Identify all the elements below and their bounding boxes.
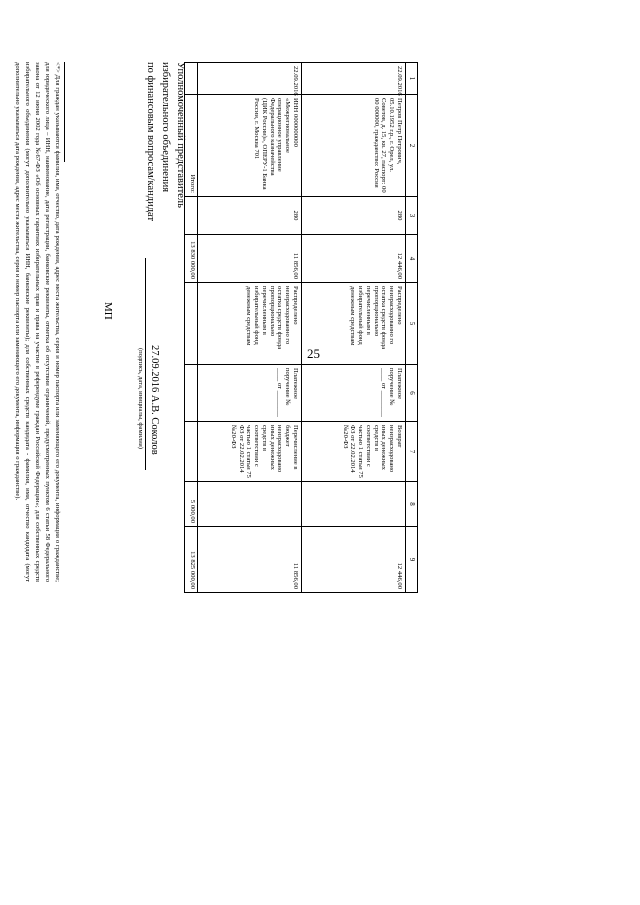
cell-reason: Распределено неизрасходованно го остатка средств фонда пропорционально перечисленным в избирательный фонд денежным средствам (302, 283, 406, 365)
total-col8: 5 000,00 (185, 482, 198, 527)
cell-amount: 11 856,00 (198, 235, 302, 283)
total-label: Итого: (185, 95, 198, 197)
cell-date: 22.09.2016 (302, 63, 406, 95)
stamp-placeholder: МП (102, 302, 114, 320)
table-row (302, 63, 406, 593)
signature-title (143, 62, 188, 221)
page-number: 25 (307, 346, 320, 361)
signature-title-line2: избирательного объединения (160, 62, 171, 193)
cell-empty (185, 422, 198, 482)
column-number: 5 (406, 283, 418, 365)
cell-empty (185, 283, 198, 365)
cell-document: Платежное поручение № ____ от ________ (302, 365, 406, 422)
column-number: 6 (406, 365, 418, 422)
table-row (198, 63, 302, 593)
cell-col8 (302, 482, 406, 527)
cell-basis: Перечисление в бюджет неизрасходовано иных денежных средств в соответствии с частью 1 статьи 75 ФЗ от 22.02.2014 №20-ФЗ (198, 422, 302, 482)
cell-col9: 12 446,00 (302, 527, 406, 593)
cell-document: Платежное поручение № ____ от ________ (198, 365, 302, 422)
cell-empty (185, 365, 198, 422)
cell-amount: 12 446,00 (302, 235, 406, 283)
column-number: 2 (406, 95, 418, 197)
cell-date: 22.09.2016 (198, 63, 302, 95)
total-amount: 13 830 000,00 (185, 235, 198, 283)
column-number: 9 (406, 527, 418, 593)
cell-reason: Распределено неизрасходованно го остатка средств фонда пропорционально перечисленным в избирательный фонд денежным средствам (198, 283, 302, 365)
signature-value: 27.09.2016 А.В. Соколов (149, 345, 160, 455)
column-number: 4 (406, 235, 418, 283)
footnote: <*> Для граждан указываются фамилия, имя, отчество, дата рождения, адрес места жительства, серия и номер паспорта или заменяющего его документа, информация о гражданстве; для юридического лица – ИНН, наименование, дата регистрации, банковские реквизиты, отметка об отсутствии ограничений, предусмотренных пунктом 6 статьи 58 Федерального закона от 12 июня 2002 года №67-ФЗ «Об основных гарантиях избирательных прав и права на участие в референдуме граждан Российской Федерации»; для собственных средств избирательного объединения (могут дополнительно указываться ИНН, банковские реквизиты); для собственных средств кандидата - фамилия, имя, отчество кандидата (могут дополнительно указываться дата рождения, адрес места жительства, серия и номер паспорта или заменяющего его документа, информация о гражданстве). (14, 62, 61, 582)
column-number: 3 (406, 197, 418, 235)
footnote-separator (64, 62, 65, 162)
column-number: 1 (406, 63, 418, 95)
signature-title-line1: Уполномоченный представитель (175, 62, 186, 208)
column-number: 8 (406, 482, 418, 527)
cell-col8 (198, 482, 302, 527)
table-header-row (406, 63, 418, 593)
cell-basis: Возврат неизрасходовано иных денежных средств в соответствии с частью 1 статьи 75 ФЗ от 22.02.2014 №20-ФЗ (302, 422, 406, 482)
column-number: 7 (406, 422, 418, 482)
cell-recipient: Петров Петр Петрович, 05.10.1952 г.р., г. Орел, ул. Советов, д. 15, кв. 27, паспорт: 00 00 000000, гражданство: Россия (302, 95, 406, 197)
signature-title-line3: по финансовым вопросам/кандидат (145, 62, 156, 222)
cell-recipient: ИНН 0000000000 «Межрегиональное операционное управление Федерального казначейства (ЦИК России)», ОПЕРУ-1 Банка России, г. Москва 701 (198, 95, 302, 197)
cell-code: 280 (198, 197, 302, 235)
signature-hint: (подпись, дата, инициалы, фамилия) (137, 348, 144, 449)
cell-code: 280 (302, 197, 406, 235)
total-col9: 13 825 000,00 (185, 527, 198, 593)
cell-col9: 11 856,00 (198, 527, 302, 593)
financial-report-table (184, 62, 418, 593)
